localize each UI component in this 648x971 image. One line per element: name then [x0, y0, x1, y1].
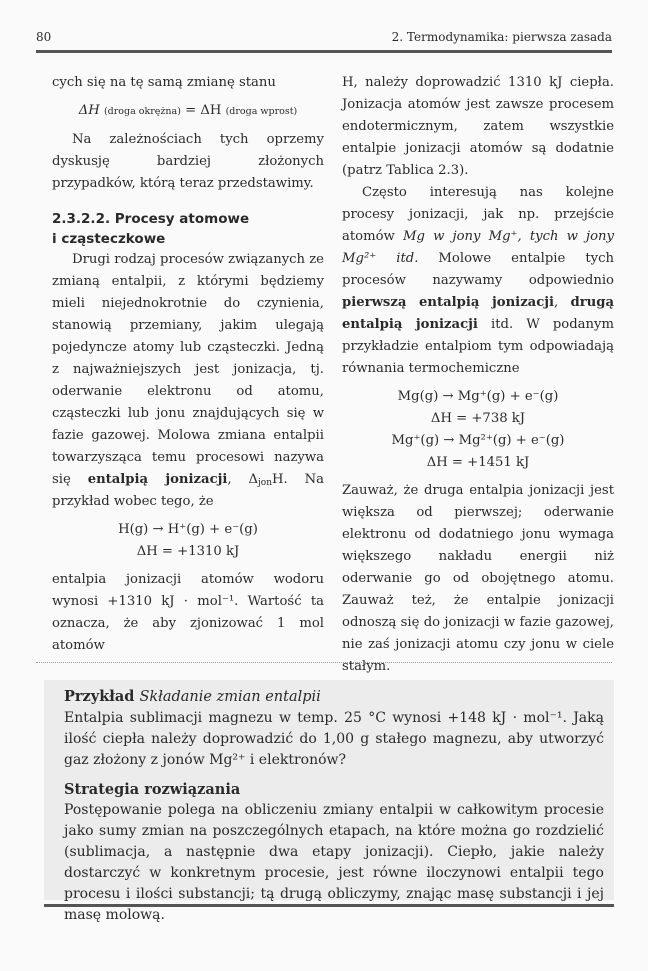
- strategy-text: Postępowanie polega na obliczeniu zmiany entalpii w całkowitym procesie jako sumy zmian na poszczególnych etapach, na które można go rozdzielić (sublimacja, a następnie dwa etapy jonizacji). Ciepło, jakie należy dostarczyć w konkretnym procesie, jest równe iloczynowi entalpii tego procesu i ilości substancji; tą drugą obliczymy, znając masę substancji i jej masę molową.: [64, 802, 604, 923]
- header-rule: [36, 50, 612, 53]
- p3-text-a: Drugi rodzaj procesów związanych ze zmianą entalpii, z którymi będziemy mieli niejednokrotnie do czynienia, stanowią przemiany, jakim ulegają pojedyncze atomy lub cząsteczki. Jedną z najważniejszych jest jonizacja, tj. oderwanie elektronu od atomu, cząsteczki lub jonu znajdujących się w fazie gazowej. Molowa zmiana entalpii towarzysząca temu procesowi nazywa się: [52, 252, 324, 487]
- eq1-lhs-subscript: (droga okrężna): [103, 106, 181, 117]
- page-header: [36, 30, 612, 50]
- left-para-4: entalpia jonizacji atomów wodoru wynosi +1310 kJ · mol⁻¹. Wartość ta oznacza, że aby zjonizować 1 mol atomów: [52, 572, 324, 653]
- eq3-enthalpy-1: ΔH = +738 kJ: [430, 411, 526, 426]
- eq3-reaction-2: Mg⁺(g) → Mg²⁺(g) + e⁻(g): [391, 433, 565, 448]
- left-para-3: [52, 249, 324, 513]
- term-second-ionization: drugą entalpią jonizacji: [342, 295, 614, 332]
- left-column: [52, 72, 324, 657]
- eq1-rhs-subscript: (droga wprost): [225, 106, 298, 117]
- running-title: 2. Termodynamika: pierwsza zasada: [391, 30, 612, 44]
- right-para-1: H, należy doprowadzić 1310 kJ ciepła. Jonizacja atomów jest zawsze procesem endotermicznym, zatem wszystkie entalpie jonizacji atomów są dodatnie (patrz Tablica 2.3).: [342, 75, 614, 178]
- example-title: Składanie zmian entalpii: [139, 689, 321, 705]
- equation-magnesium: [342, 386, 614, 474]
- p2-text-c: ,: [554, 295, 571, 310]
- eq3-reaction-1: Mg(g) → Mg⁺(g) + e⁻(g): [397, 389, 559, 404]
- p3-subscript: jon: [258, 478, 273, 488]
- left-para-1: cych się na tę samą zmianę stanu: [52, 75, 276, 90]
- p2-text-d: itd. W podanym przykładzie entalpiom tym odpowiadają równania termochemiczne: [342, 317, 614, 376]
- bottom-rule: [44, 904, 614, 907]
- p2-text-a: Często interesują nas kolejne procesy jonizacji, jak np. przejście atomów: [342, 185, 614, 244]
- equation-hydrogen: [52, 519, 324, 563]
- section-heading-line1: 2.3.2.2. Procesy atomowe: [52, 211, 250, 227]
- eq2-enthalpy: ΔH = +1310 kJ: [136, 544, 240, 559]
- eq1-lhs: ΔH: [78, 103, 100, 118]
- eq3-enthalpy-2: ΔH = +1451 kJ: [426, 455, 530, 470]
- example-content: [64, 686, 604, 926]
- equation-path-independence: [52, 100, 324, 123]
- section-heading-line2: i cząsteczkowe: [52, 231, 166, 247]
- example-box: [44, 680, 614, 923]
- left-para-2: Na zależnościach tych oprzemy dyskusję bardziej złożonych przypadków, którą teraz przedstawimy.: [52, 132, 324, 191]
- eq2-reaction: H(g) → H⁺(g) + e⁻(g): [118, 522, 258, 537]
- strategy-heading: Strategia rozwiązania: [64, 781, 241, 798]
- term-first-ionization: pierwszą entalpią jonizacji: [342, 295, 555, 310]
- right-para-3: Zauważ, że druga entalpia jonizacji jest większa od pierwszej; oderwanie elektronu od dodatniego jonu wymaga większego nakładu energii niż oderwanie go od obojętnego atomu. Zauważ też, że entalpie jonizacji odnoszą się do jonizacji w fazie gazowej, nie zaś jonizacji atomu czy jonu w ciele stałym.: [342, 483, 614, 674]
- right-column: [342, 72, 614, 678]
- eq1-mid: = ΔH: [180, 103, 226, 118]
- p3-text-c: H. Na przykład wobec tego, że: [52, 472, 324, 509]
- term-ionization-enthalpy: entalpią jonizacji: [87, 472, 228, 487]
- example-label: Przykład: [64, 688, 135, 705]
- example-text: Entalpia sublimacji magnezu w temp. 25 °C wynosi +148 kJ · mol⁻¹. Jaką ilość ciepła należy doprowadzić do 1,00 g stałego magnezu, aby utworzyć gaz złożony z jonów Mg²⁺ i elektronów?: [64, 710, 604, 768]
- p2-text-b: Molowe entalpie tych procesów nazywamy odpowiednio: [342, 251, 614, 288]
- section-heading: [52, 209, 324, 249]
- right-para-2: [342, 182, 614, 380]
- section-divider: [36, 662, 612, 663]
- page-number: 80: [36, 30, 52, 44]
- p3-text-b: , Δ: [227, 472, 258, 487]
- example-heading: [64, 686, 604, 708]
- p2-italic: Mg w jony Mg⁺, tych w jony Mg²⁺ itd.: [342, 229, 615, 266]
